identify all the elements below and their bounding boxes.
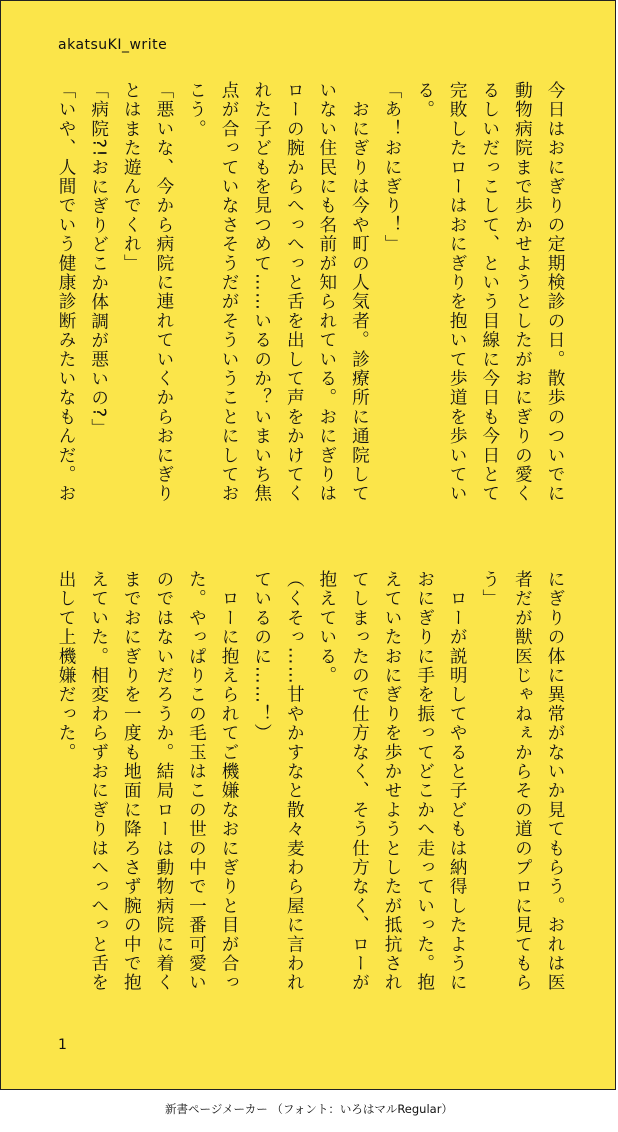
page-number: 1 — [58, 1037, 67, 1053]
footer-credit: 新書ページメーカー （フォント：いろはマルRegular） — [165, 1102, 453, 1116]
paragraph: 「悪いな、今から病院に連れていくからおにぎりとはまた遊んでくれ」 — [121, 81, 174, 504]
paragraph: 「あ！おにぎり！」 — [382, 81, 403, 254]
paragraph: ローが説明してやると子どもは納得したようにおにぎりに手を振ってどこかへ走っていった。抱えていたおにぎりを歩かせようとしたが抵抗されてしまったので仕方なく、そう仕方なく、ローが抱えている。 — [316, 570, 468, 993]
text-column-top — [51, 81, 571, 521]
paragraph: （くそっ……甘やかすなと散々麦わら屋に言われているのに……！） — [251, 570, 305, 993]
text-column-bottom — [51, 570, 571, 1010]
paragraph: にぎりの体に異常がないか見てもらう。おれは医者だが獣医じゃねぇからその道のプロに見てもらう」 — [479, 570, 565, 993]
paragraph: おにぎりは今や町の人気者。診療所に通院していない住民にも名前が知られている。おにぎりはローの腕からへっへっと舌を出して声をかけてくれた子どもを見つめて……いるのか？いまいち焦点が合っていなさそうだがそういうことにしておこう。 — [186, 81, 370, 504]
paragraph: 「いや、人間でいう健康診断みたいなもんだ。お — [56, 81, 77, 504]
paragraph: 今日はおにぎりの定期検診の日。散歩のついでに動物病院まで歩かせようとしたがおにぎりの愛くるしいだっこして、という目線に今日も今日とて完敗したローはおにぎりを抱いて歩道を歩いている。 — [414, 81, 565, 504]
paragraph: 「病院?!おにぎりどこか体調が悪いの?」 — [88, 81, 109, 438]
author-name: akatsuKI_write — [58, 37, 168, 53]
paragraph: ローに抱えられてご機嫌なおにぎりと目が合った。やっぱりこの毛玉はこの世の中で一番可愛いのではないだろうか。結局ローは動物病院に着くまでおにぎりを一度も地面に降ろさず腕の中で抱えていた。相変わらずおにぎりはへっへっと舌を出して上機嫌だった。 — [56, 570, 240, 993]
